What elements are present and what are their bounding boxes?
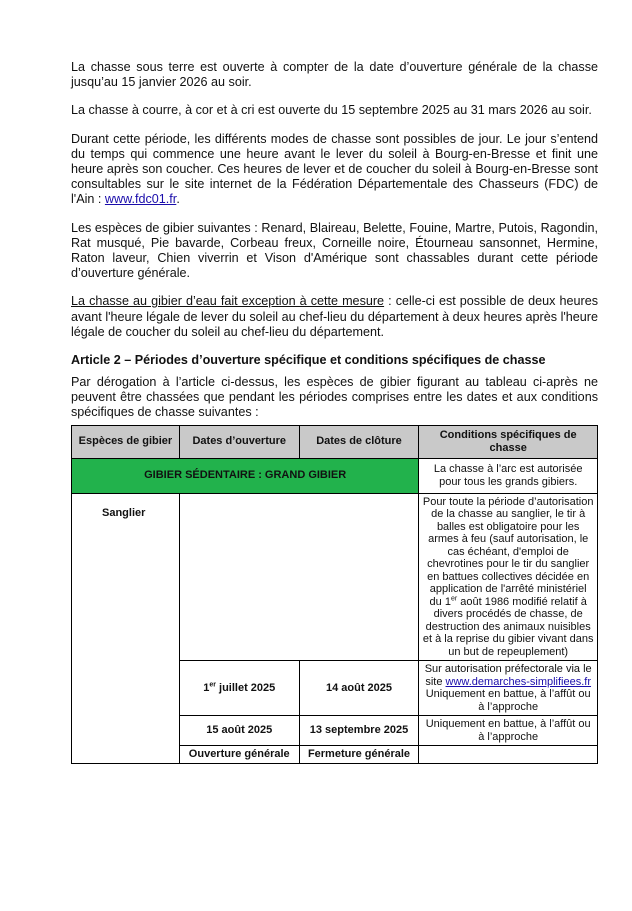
article-2-title: Article 2 – Périodes d’ouverture spécifique et conditions spécifiques de chasse	[71, 353, 546, 368]
period-1-condition	[419, 661, 598, 716]
period-3-open: Ouverture générale	[179, 746, 299, 764]
period-1-cond-b: Uniquement en battue, à l’affût ou à l’approche	[425, 688, 591, 713]
document-page	[71, 60, 598, 764]
gibier-eau-exception: La chasse au gibier d’eau fait exception à cette mesure	[71, 294, 385, 309]
blank-species-cell	[72, 716, 180, 746]
period-1-open-sup: er	[209, 681, 216, 689]
sanglier-condition	[419, 493, 598, 661]
paragraph-especes-gibier: Les espèces de gibier suivantes : Renard, Blaireau, Belette, Fouine, Martre, Putois, Ragondin, Rat musqué, Pie bavarde, Corbeau freux, Corneille noire, Étourneau sansonnet, Hermine, Raton laveur, Chien viverrin et Vison d'Amérique sont chassables durant cette période d’ouverture générale.	[71, 220, 598, 281]
period-1-open	[179, 661, 299, 716]
header-ouverture: Dates d’ouverture	[179, 425, 299, 458]
period-2-condition: Uniquement en battue, à l’affût ou à l’approche	[419, 716, 598, 746]
species-sanglier: Sanglier	[72, 493, 180, 661]
header-conditions: Conditions spécifiques de chasse	[419, 425, 598, 458]
header-cloture: Dates de clôture	[299, 425, 419, 458]
periods-table	[71, 425, 598, 764]
paragraph-chasse-sous-terre: La chasse sous terre est ouverte à compter de la date d’ouverture générale de la chasse jusqu’au 15 janvier 2026 au soir.	[71, 60, 598, 90]
gibier-eau-rest: : celle-ci est possible de deux heures avant l'heure légale de lever du soleil au chef-lieu du département à deux heures après l'heure légale de coucher du soleil au chef-lieu du département.	[71, 294, 598, 339]
sanglier-condition-a: Pour toute la période d’autorisation de la chasse au sanglier, le tir à balles est obligatoire pour les armes à feu (sauf autorisation, le cas échéant, d'emploi de chevrotines pour le tir du sanglier en battues collectives décidée en application de l'arrêté ministériel du 1	[422, 495, 594, 608]
blank-species-cell	[72, 746, 180, 764]
table-row-period-2	[72, 716, 598, 746]
period-3-condition	[419, 746, 598, 764]
demarches-simplifiees-link[interactable]: www.demarches-simplifiees.fr	[445, 675, 592, 688]
fdc01-link[interactable]: www.fdc01.fr	[104, 192, 177, 207]
table-header-row	[72, 425, 598, 458]
period-1-open-b: juillet 2025	[215, 681, 276, 694]
paragraph-gibier-eau	[71, 294, 598, 340]
period-2-close: 13 septembre 2025	[299, 716, 419, 746]
sanglier-condition-sup: er	[450, 595, 458, 602]
paragraph-periode-jour-text: Durant cette période, les différents modes de chasse sont possibles de jour. Le jour s’entend du temps qui commence une heure avant le lever du soleil à Bourg-en-Bresse et finit une heure après son coucher. Ces heures de lever et de coucher du soleil à Bourg-en-Bresse sont consultables sur le site internet de la Fédération Départementale des Chasseurs (FDC) de l'Ain :	[71, 131, 598, 207]
section-condition: La chasse à l’arc est autorisée pour tous les grands gibiers.	[419, 458, 598, 493]
period-1-close: 14 août 2025	[299, 661, 419, 716]
period-1-open-a: 1	[203, 681, 210, 694]
table-row-sanglier	[72, 493, 598, 661]
header-especes: Espèces de gibier	[72, 425, 180, 458]
paragraph-chasse-a-courre: La chasse à courre, à cor et à cri est ouverte du 15 septembre 2025 au 31 mars 2026 au soir.	[71, 103, 592, 118]
period-3-close: Fermeture générale	[299, 746, 419, 764]
period-1-cond-a: Sur autorisation préfectorale via le site	[424, 663, 592, 688]
paragraph-periode-jour	[71, 132, 598, 208]
table-row-period-1	[72, 661, 598, 716]
empty-dates-cell	[179, 493, 419, 661]
section-row-grand-gibier	[72, 458, 598, 493]
paragraph-end-dot: .	[176, 192, 180, 207]
sanglier-condition-b: août 1986 modifié relatif à divers procédés de chasse, de destruction des animaux nuisibles et à la reprise du gibier vivant dans un but de repeuplement)	[422, 595, 594, 658]
table-row-period-3	[72, 746, 598, 764]
blank-species-cell	[72, 661, 180, 716]
article-2-intro: Par dérogation à l’article ci-dessus, les espèces de gibier figurant au tableau ci-après ne peuvent être chassées que pendant les périodes comprises entre les dates et aux conditions spécifiques de chasse suivantes :	[71, 375, 598, 420]
period-2-open: 15 août 2025	[179, 716, 299, 746]
section-title: GIBIER SÉDENTAIRE : GRAND GIBIER	[72, 458, 419, 493]
